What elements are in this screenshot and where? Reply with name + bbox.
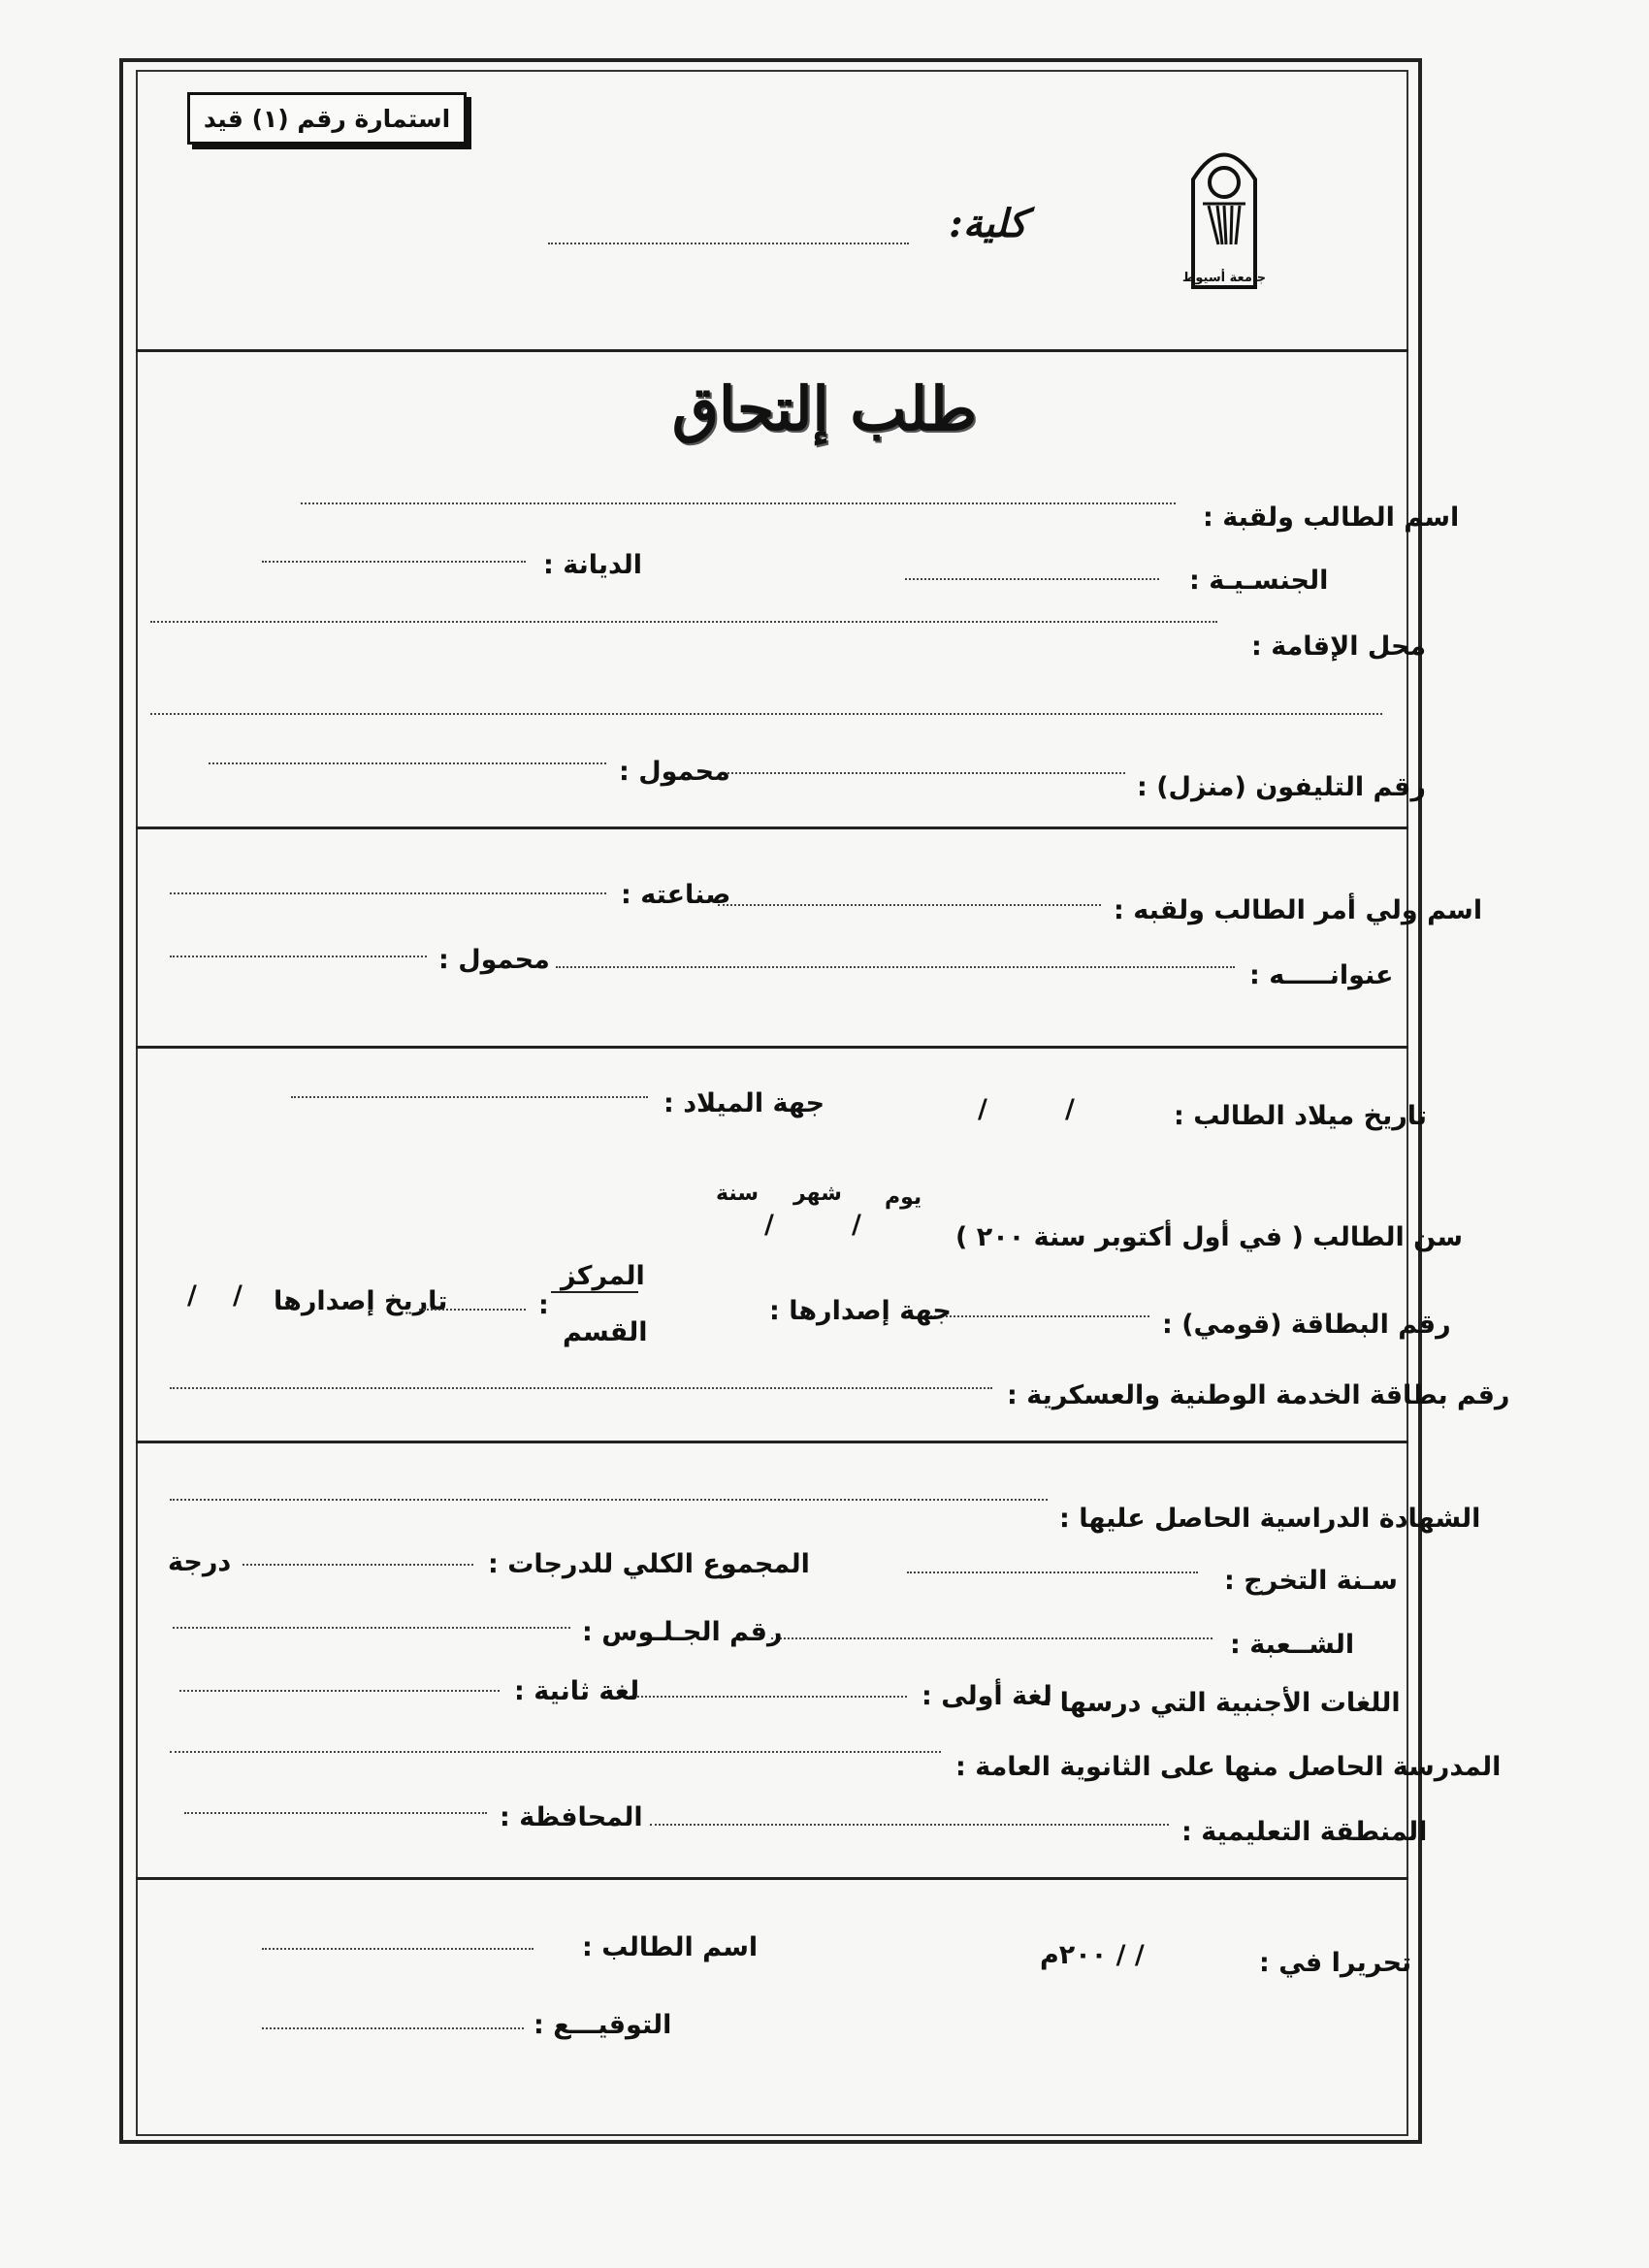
divider-4 (136, 1441, 1408, 1443)
guardian-address-field[interactable] (556, 966, 1235, 968)
certificate-field[interactable] (170, 1499, 1048, 1501)
grad-year-field[interactable] (907, 1571, 1198, 1573)
education-zone-field[interactable] (650, 1824, 1169, 1826)
divider-5 (136, 1877, 1408, 1880)
second-language-field[interactable] (179, 1690, 500, 1692)
form-number-box (187, 92, 467, 145)
student-name-field[interactable] (301, 502, 1176, 504)
religion-field[interactable] (262, 561, 526, 563)
seat-number-field[interactable] (173, 1627, 570, 1629)
branch-field[interactable] (771, 1637, 1212, 1639)
residence-field[interactable] (150, 621, 1217, 623)
issue-date-label: تاريخ إصدارها (274, 1286, 448, 1316)
divider-1 (136, 349, 1408, 352)
total-grades-label: المجموع الكلي للدرجات : (488, 1549, 810, 1579)
school-field[interactable] (170, 1751, 941, 1753)
nationality-label: الجنسـيـة : (1189, 566, 1329, 596)
student-name-label: اسم الطالب ولقبة : (1203, 502, 1460, 533)
birth-slash-1: / (1065, 1094, 1075, 1124)
governorate-field[interactable] (184, 1812, 487, 1814)
military-card-label: رقم بطاقة الخدمة الوطنية والعسكرية : (1007, 1380, 1510, 1410)
guardian-name-label: اسم ولي أمر الطالب ولقبه : (1114, 895, 1483, 925)
grad-year-label: سـنة التخرج : (1224, 1566, 1398, 1596)
guardian-job-field[interactable] (170, 892, 606, 894)
nationality-field[interactable] (905, 578, 1159, 580)
education-zone-label: المنطقة التعليمية : (1181, 1817, 1428, 1847)
signature-label: التوقيـــع : (534, 2010, 672, 2040)
guardian-mobile-field[interactable] (170, 956, 427, 957)
year-caption: سنة (716, 1182, 759, 1206)
branch-label: الشــعبة : (1230, 1630, 1355, 1660)
signature-field[interactable] (262, 2027, 524, 2029)
residence-label: محل الإقامة : (1251, 632, 1427, 662)
mobile-field[interactable] (209, 762, 606, 764)
page-title: طلب إلتحاق (671, 373, 978, 444)
age-label: سن الطالب ( في أول أكتوبر سنة ٢٠٠ ) (955, 1222, 1463, 1252)
age-slash-2: / (764, 1210, 774, 1240)
military-card-field[interactable] (170, 1387, 992, 1389)
faculty-label: كلية: (949, 201, 1027, 246)
birth-slash-2: / (978, 1094, 987, 1124)
first-language-field[interactable] (621, 1696, 907, 1698)
languages-label: اللغات الأجنبية التي درسها - (1040, 1688, 1401, 1718)
divider-3 (136, 1046, 1408, 1049)
footer-student-name-label: اسم الطالب : (582, 1932, 759, 1962)
form-number: استمارة رقم (١) قيد (203, 104, 451, 133)
written-on-date: / / ٢٠٠م (1040, 1940, 1145, 1970)
national-id-label: رقم البطاقة (قومي) : (1162, 1310, 1451, 1340)
guardian-job-label: صناعته : (621, 880, 731, 910)
month-caption: شهر (793, 1182, 842, 1206)
national-id-field[interactable] (926, 1315, 1149, 1317)
residence-field-2[interactable] (150, 713, 1382, 715)
faculty-field[interactable] (548, 243, 909, 244)
fraction-line (551, 1291, 638, 1293)
written-on-label: تحريرا في : (1259, 1948, 1412, 1978)
governorate-label: المحافظة : (500, 1802, 643, 1832)
divider-2 (136, 826, 1408, 829)
day-caption: يوم (885, 1185, 922, 1210)
issuer-colon: : (538, 1290, 549, 1320)
guardian-address-label: عنوانـــــه : (1249, 960, 1394, 990)
total-grades-field[interactable] (242, 1564, 473, 1566)
logo-text: جامعة أسيوط (1181, 271, 1267, 285)
birth-date-label: تاريخ ميلاد الطالب : (1174, 1101, 1428, 1131)
degree-word: درجة (168, 1547, 232, 1577)
mobile-label: محمول : (619, 757, 730, 787)
religion-label: الديانة : (543, 550, 642, 580)
issue-slash-1: / (233, 1280, 242, 1311)
phone-label: رقم التليفون (منزل) : (1137, 772, 1426, 802)
birth-place-label: جهة الميلاد : (663, 1088, 825, 1118)
guardian-name-field[interactable] (718, 904, 1101, 906)
seat-number-label: رقم الجـلـوس : (582, 1617, 783, 1647)
footer-student-name-field[interactable] (262, 1948, 534, 1950)
second-language-label: لغة ثانية : (514, 1676, 640, 1706)
certificate-label: الشهادة الدراسية الحاصل عليها : (1059, 1504, 1481, 1534)
age-slash-1: / (852, 1210, 861, 1240)
id-issuer-label: جهة إصدارها : (769, 1296, 952, 1326)
issuer-center: المركز (561, 1261, 645, 1291)
phone-field[interactable] (728, 772, 1125, 774)
issue-slash-2: / (187, 1280, 197, 1311)
guardian-mobile-label: محمول : (438, 945, 550, 975)
school-label: المدرسة الحاصل منها على الثانوية العامة : (955, 1752, 1502, 1782)
birth-place-field[interactable] (291, 1096, 648, 1098)
university-logo (1181, 136, 1267, 289)
first-language-label: لغة أولى : (922, 1681, 1052, 1711)
issuer-section: القسم (563, 1317, 648, 1347)
issue-date-field[interactable] (419, 1309, 526, 1311)
